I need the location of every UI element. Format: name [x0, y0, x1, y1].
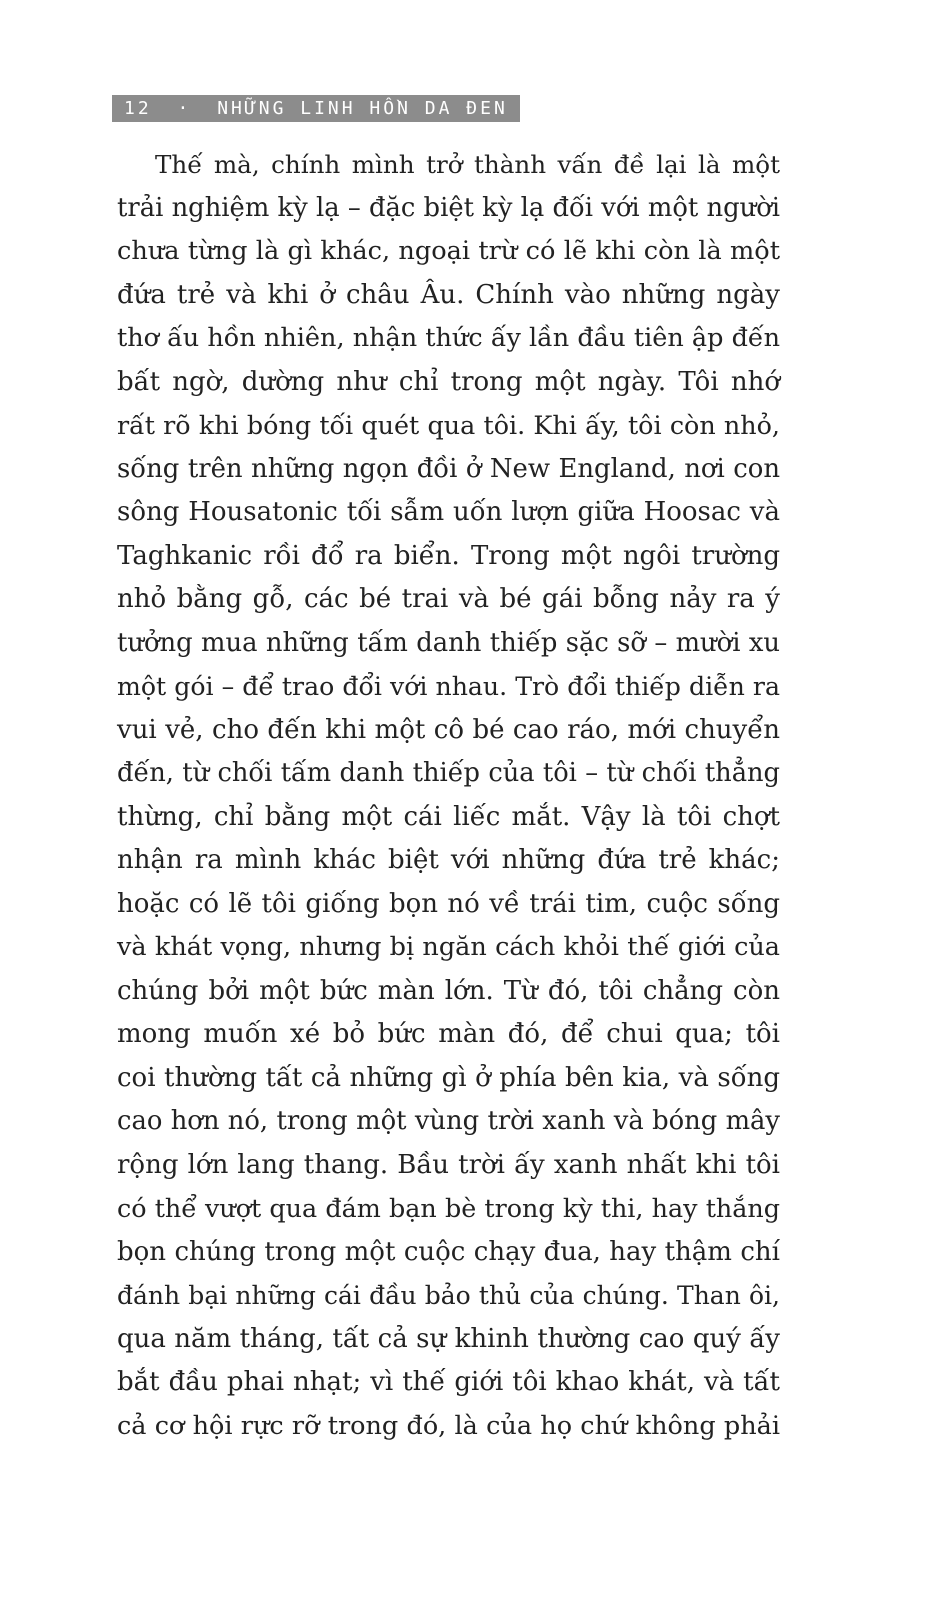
text-line: chúng bởi một bức màn lớn. Từ đó, tôi chẳng còn	[117, 975, 780, 1006]
text-line: qua năm tháng, tất cả sự khinh thường cao quý ấy	[117, 1323, 780, 1354]
text-line: nhỏ bằng gỗ, các bé trai và bé gái bỗng nảy ra ý	[117, 584, 780, 614]
text-line: coi thường tất cả những gì ở phía bên kia, và sống	[117, 1062, 780, 1093]
text-line: bắt đầu phai nhạt; vì thế giới tôi khao khát, và tất	[117, 1367, 780, 1397]
text-line: đứa trẻ và khi ở châu Âu. Chính vào những ngày	[117, 279, 780, 310]
text-line: tưởng mua những tấm danh thiếp sặc sỡ – mười xu	[117, 627, 780, 658]
text-line: một gói – để trao đổi với nhau. Trò đổi thiếp diễn ra	[117, 672, 780, 701]
text-line: bất ngờ, dường như chỉ trong một ngày. Tôi nhớ	[117, 366, 780, 397]
text-line: có thể vượt qua đám bạn bè trong kỳ thi, hay thắng	[117, 1193, 780, 1223]
text-line: trải nghiệm kỳ lạ – đặc biệt kỳ lạ đối với một người	[117, 192, 780, 223]
book-title: NHỮNG LINH HỒN DA ĐEN	[217, 98, 508, 119]
text-line: chưa từng là gì khác, ngoại trừ có lẽ khi còn là một	[117, 236, 780, 266]
text-line: đánh bại những cái đầu bảo thủ của chúng. Than ôi,	[117, 1281, 780, 1310]
text-line: cao hơn nó, trong một vùng trời xanh và bóng mây	[117, 1106, 780, 1136]
text-line: sông Housatonic tối sẫm uốn lượn giữa Hoosac và	[117, 497, 780, 527]
text-line: cả cơ hội rực rỡ trong đó, là của họ chứ không phải	[117, 1410, 780, 1441]
text-line: và khát vọng, nhưng bị ngăn cách khỏi thế giới của	[117, 932, 780, 962]
running-header	[112, 95, 520, 122]
text-line: rất rõ khi bóng tối quét qua tôi. Khi ấy, tôi còn nhỏ,	[117, 410, 780, 440]
body-paragraph	[117, 143, 780, 1448]
text-line: Taghkanic rồi đổ ra biển. Trong một ngôi trường	[117, 540, 780, 571]
header-separator: ·	[177, 98, 192, 119]
text-line: sống trên những ngọn đồi ở New England, nơi con	[117, 453, 780, 484]
text-line: nhận ra mình khác biệt với những đứa trẻ khác;	[117, 845, 780, 875]
text-line: thừng, chỉ bằng một cái liếc mắt. Vậy là tôi chợt	[117, 801, 780, 832]
text-line: rộng lớn lang thang. Bầu trời ấy xanh nhất khi tôi	[117, 1149, 780, 1180]
text-line: vui vẻ, cho đến khi một cô bé cao ráo, mới chuyển	[117, 714, 780, 745]
page-number: 12	[124, 98, 152, 119]
text-line: Thế mà, chính mình trở thành vấn đề lại là một	[155, 150, 780, 179]
text-line: đến, từ chối tấm danh thiếp của tôi – từ chối thẳng	[117, 758, 780, 788]
text-line: hoặc có lẽ tôi giống bọn nó về trái tim, cuộc sống	[117, 888, 780, 919]
text-line: thơ ấu hồn nhiên, nhận thức ấy lần đầu tiên ập đến	[117, 323, 780, 353]
text-line: bọn chúng trong một cuộc chạy đua, hay thậm chí	[117, 1236, 780, 1267]
text-line: mong muốn xé bỏ bức màn đó, để chui qua; tôi	[117, 1019, 780, 1049]
